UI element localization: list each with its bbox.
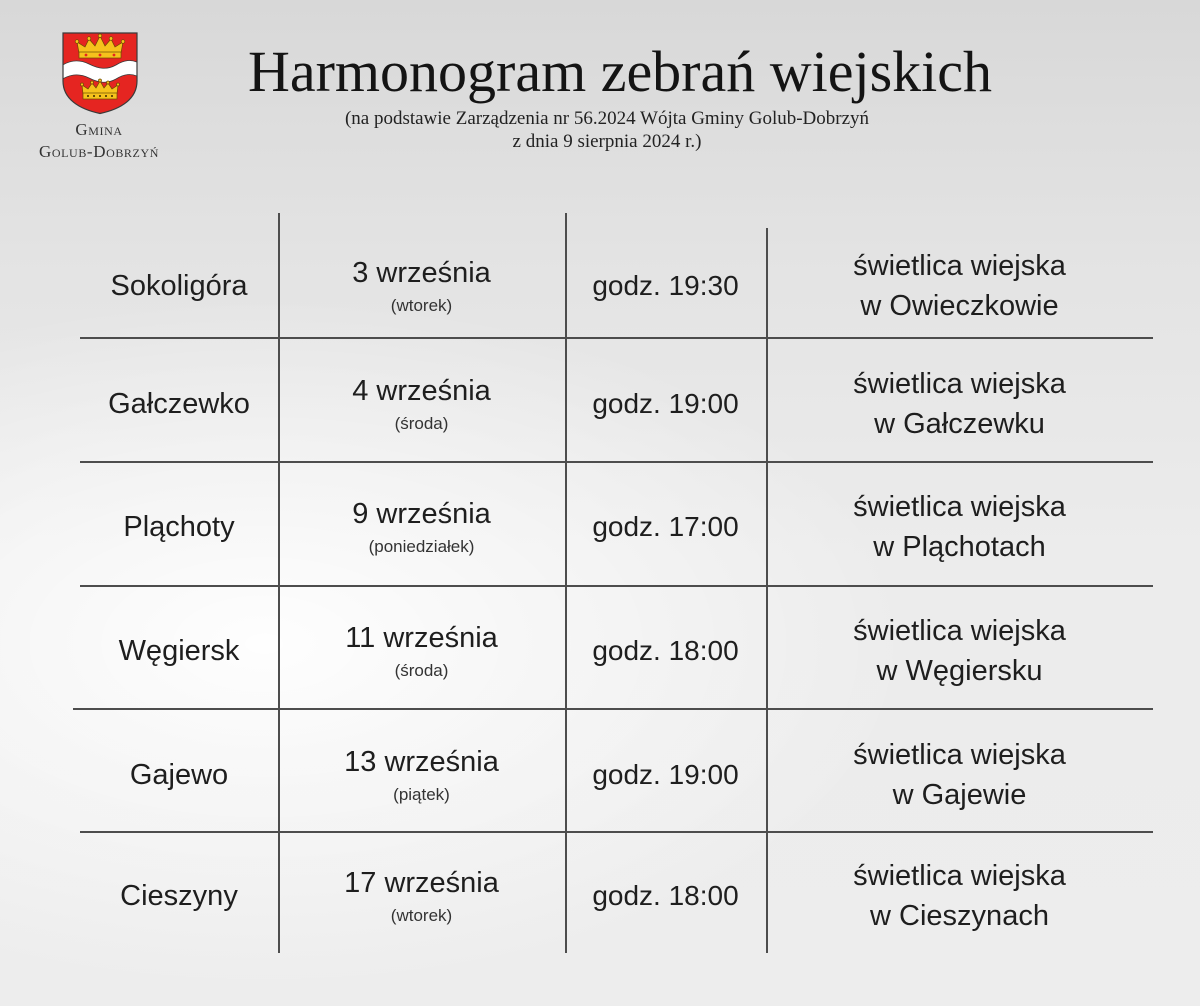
village-cell xyxy=(80,837,278,955)
schedule-row xyxy=(80,716,1153,834)
venue-line2: w Gałczewku xyxy=(874,408,1045,440)
village-name: Pląchoty xyxy=(123,511,235,543)
schedule-row xyxy=(80,592,1153,710)
venue-line1: świetlica wiejska xyxy=(853,860,1066,892)
subtitle-line2: z dnia 9 sierpnia 2024 r.) xyxy=(512,131,702,152)
meeting-time: godz. 19:00 xyxy=(592,388,739,419)
village-name: Sokoligóra xyxy=(110,270,248,302)
venue-line2: w Cieszynach xyxy=(870,900,1049,932)
village-name: Gajewo xyxy=(129,759,229,791)
meeting-weekday: (środa) xyxy=(394,661,449,680)
crest-caption-line2: Golub-Dobrzyń xyxy=(38,142,160,161)
subtitle-line1: (na podstawie Zarządzenia nr 56.2024 Wójta Gminy Golub-Dobrzyń xyxy=(344,108,870,129)
venue-cell xyxy=(766,468,1153,586)
meeting-date: 9 września xyxy=(352,498,491,530)
meeting-date: 17 września xyxy=(344,867,499,899)
meeting-date: 4 września xyxy=(352,375,491,407)
meeting-time: godz. 18:00 xyxy=(592,880,739,911)
meeting-date: 3 września xyxy=(352,257,491,289)
schedule-row xyxy=(80,227,1153,345)
date-cell xyxy=(278,227,565,345)
venue-line2: w Gajewie xyxy=(892,779,1027,811)
time-cell xyxy=(565,345,766,463)
time-cell xyxy=(565,837,766,955)
village-cell xyxy=(80,468,278,586)
village-name: Węgiersk xyxy=(118,635,240,667)
time-cell xyxy=(565,716,766,834)
village-cell xyxy=(80,227,278,345)
schedule-row xyxy=(80,468,1153,586)
venue-cell xyxy=(766,227,1153,345)
date-cell xyxy=(278,837,565,955)
meeting-time: godz. 19:00 xyxy=(592,759,739,790)
venue-line1: świetlica wiejska xyxy=(853,739,1066,771)
village-cell xyxy=(80,345,278,463)
date-cell xyxy=(278,468,565,586)
meeting-date: 13 września xyxy=(344,746,499,778)
meeting-weekday: (środa) xyxy=(394,414,449,433)
venue-line1: świetlica wiejska xyxy=(853,368,1066,400)
meeting-weekday: (piątek) xyxy=(393,785,450,804)
venue-cell xyxy=(766,716,1153,834)
meeting-weekday: (wtorek) xyxy=(390,906,453,925)
meeting-weekday: (poniedziałek) xyxy=(368,537,475,556)
crest-caption xyxy=(19,119,179,163)
venue-cell xyxy=(766,592,1153,710)
meeting-time: godz. 19:30 xyxy=(592,270,739,301)
meeting-time: godz. 17:00 xyxy=(592,511,739,542)
date-cell xyxy=(278,345,565,463)
meeting-time: godz. 18:00 xyxy=(592,635,739,666)
venue-line2: w Węgiersku xyxy=(876,655,1043,687)
venue-cell xyxy=(766,837,1153,955)
venue-line1: świetlica wiejska xyxy=(853,250,1066,282)
date-cell xyxy=(278,716,565,834)
venue-line1: świetlica wiejska xyxy=(853,615,1066,647)
village-cell xyxy=(80,592,278,710)
page-title: Harmonogram zebrań wiejskich xyxy=(247,39,993,104)
venue-line1: świetlica wiejska xyxy=(853,491,1066,523)
venue-line2: w Pląchotach xyxy=(873,531,1046,563)
village-name: Gałczewko xyxy=(108,388,250,420)
venue-cell xyxy=(766,345,1153,463)
schedule-row xyxy=(80,345,1153,463)
time-cell xyxy=(565,468,766,586)
schedule-row xyxy=(80,837,1153,955)
time-cell xyxy=(565,592,766,710)
venue-line2: w Owieczkowie xyxy=(860,290,1059,322)
crest-logo xyxy=(61,31,139,115)
page-subtitle xyxy=(257,107,957,153)
village-cell xyxy=(80,716,278,834)
time-cell xyxy=(565,227,766,345)
crest-caption-line1: Gmina xyxy=(75,120,123,139)
village-name: Cieszyny xyxy=(120,880,238,912)
meeting-date: 11 września xyxy=(345,622,498,654)
meeting-weekday: (wtorek) xyxy=(390,296,453,315)
date-cell xyxy=(278,592,565,710)
